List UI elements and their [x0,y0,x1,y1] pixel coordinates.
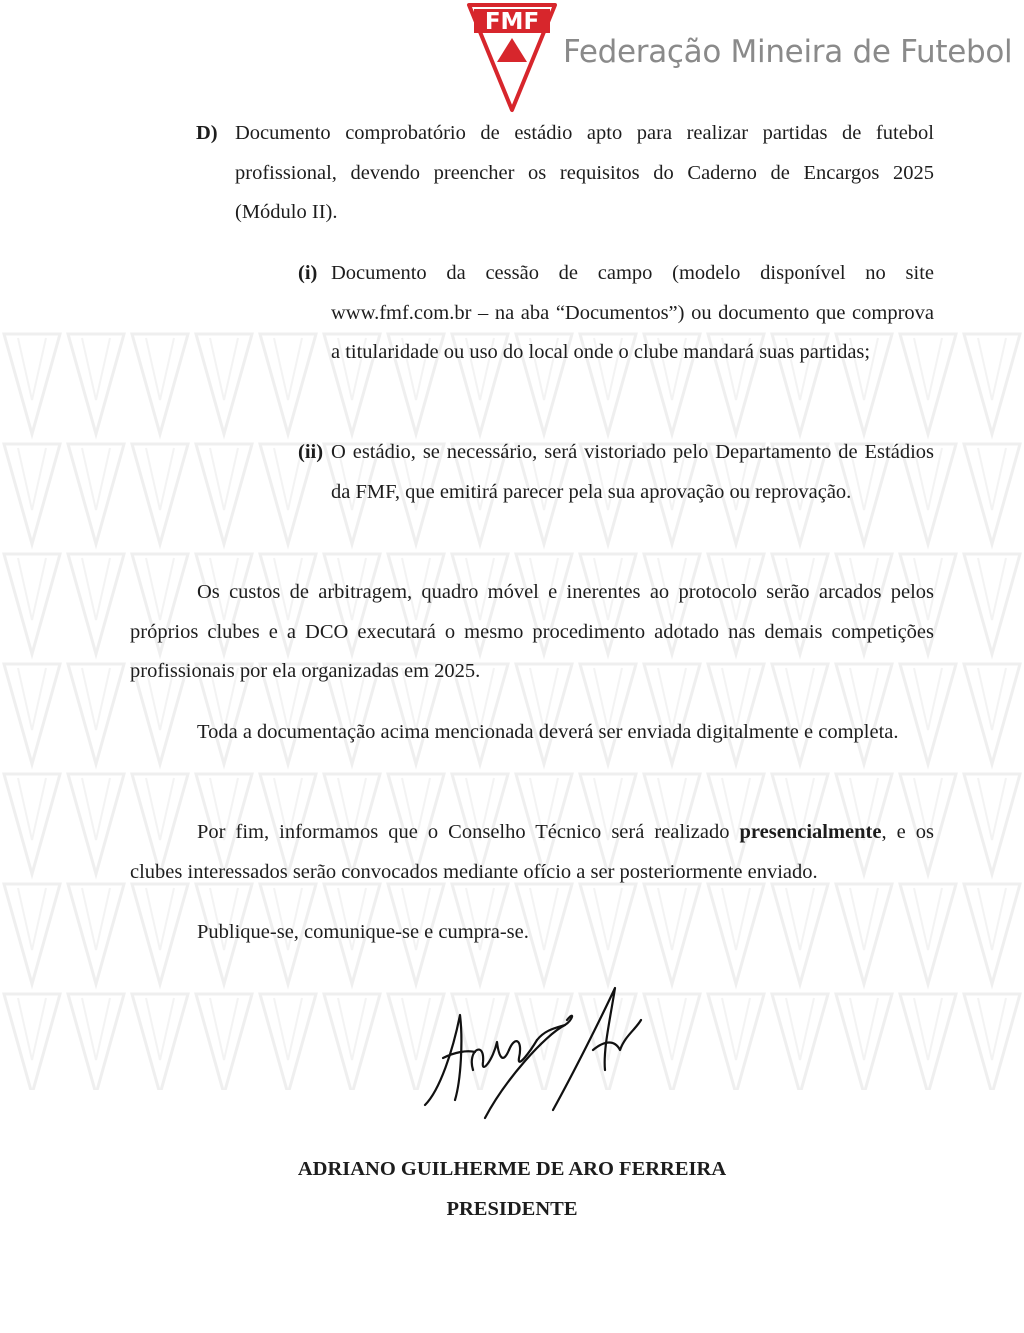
council-text-end: , e os clubes interessados serão convocados mediante ofício a ser posteriormente enviado. [130,821,934,883]
paragraph-council [130,813,934,892]
council-text-start: Por fim, informamos que o Conselho Técnico será realizado [197,821,740,843]
council-emphasis: presencialmente [739,821,882,843]
letterhead [0,0,1024,120]
handwritten-signature [415,980,655,1130]
item-d-text: Documento comprobatório de estádio apto para realizar partidas de futebol profissional, devendo preencher os requisitos do Caderno de Encargos 2025 (Módulo II). [235,122,934,223]
logo-text: FMF [484,9,540,35]
item-i-marker: (i) [298,262,318,284]
item-d-marker: D) [196,122,218,144]
federation-name: Federação Mineira de Futebol [563,34,1013,70]
signer-title: PRESIDENTE [446,1198,578,1220]
signer-name: ADRIANO GUILHERME DE ARO FERREIRA [297,1158,727,1180]
item-ii-text: O estádio, se necessário, será vistoriado pelo Departamento de Estádios da FMF, que emitirá parecer pela sua aprovação ou reprovação. [331,441,934,503]
fmf-logo [466,2,558,114]
item-i-text: Documento da cessão de campo (modelo disponível no site www.fmf.com.br – na aba “Documentos”) ou documento que comprova a titularidade ou uso do local onde o clube mandará suas partidas; [331,262,934,363]
paragraph-closing: Publique-se, comunique-se e cumpra-se. [197,921,529,943]
item-ii-marker: (ii) [298,441,324,463]
paragraph-costs: Os custos de arbitragem, quadro móvel e inerentes ao protocolo serão arcados pelos próprios clubes e a DCO executará o mesmo procedimento adotado nas demais competições profissionais por ela organizadas em 2025. [130,581,934,682]
paragraph-documentation: Toda a documentação acima mencionada deverá ser enviada digitalmente e completa. [197,721,899,743]
